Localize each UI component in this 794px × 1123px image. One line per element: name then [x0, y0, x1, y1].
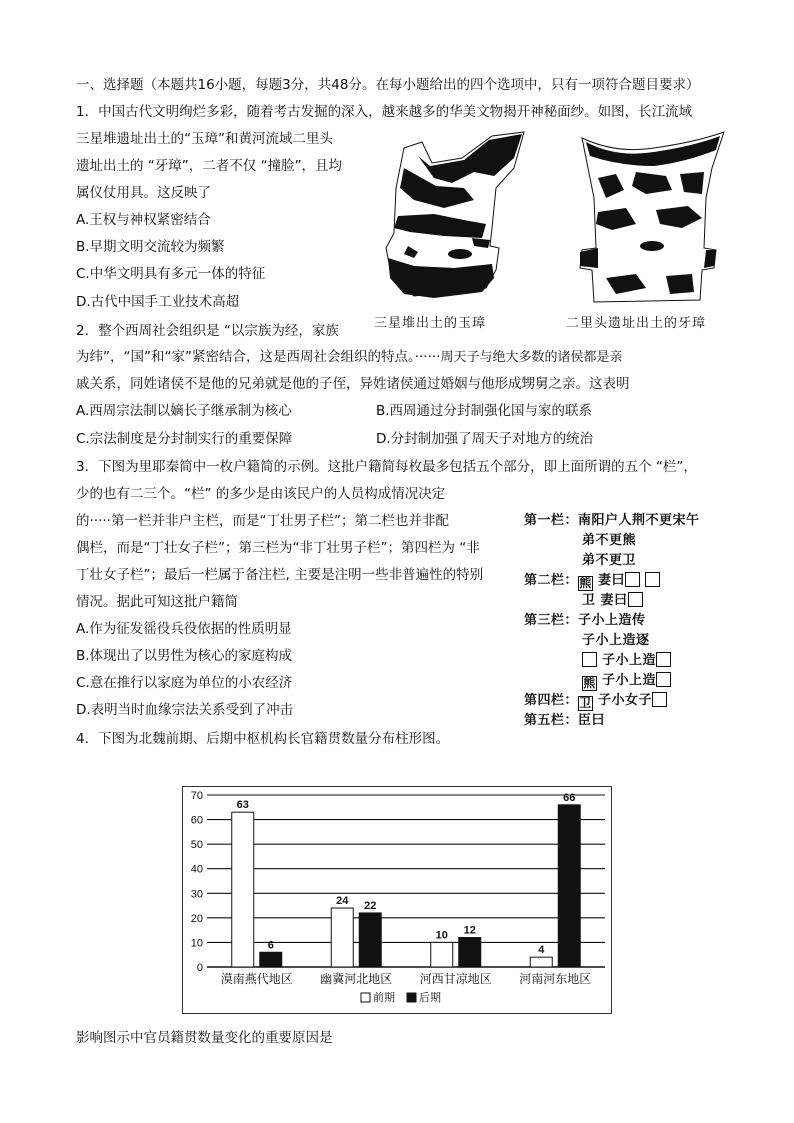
- bar-late: [459, 938, 481, 967]
- blank-box: [582, 652, 597, 667]
- yuzhang-caption: 三星堆出土的玉璋: [374, 316, 487, 331]
- q3-line-4: 偶栏，而是“丁壮女子栏”；第三栏为“非丁壮男子栏”；第四栏为 “非: [76, 540, 480, 556]
- q2-line-2a: 为纬”，“国”和“家”紧密结合，这是西周社会组织的特点。······: [76, 349, 441, 365]
- slip-col3-text: 子小上造传: [578, 613, 646, 628]
- bar-chart-svg: [183, 787, 611, 1013]
- legend-swatch: [361, 993, 370, 1002]
- data-label: 22: [364, 899, 377, 912]
- q1-option-c[interactable]: C.中华文明具有多元一体的特征: [76, 266, 266, 282]
- q1-line-4: 属仪仗用具。这反映了: [76, 185, 211, 201]
- q4-line: 4．下图为北魏前期、后期中枢机构长官籍贯数量分布柱形图。: [76, 731, 450, 747]
- y-tick-label: 70: [190, 790, 203, 802]
- q2-line-3: 戚关系，同姓诸侯不是他的兄弟就是他的子侄，异姓诸侯通过婚姻与他形成甥舅之亲。这表明: [76, 376, 630, 392]
- q2-option-d[interactable]: D.分封制加强了周天子对地方的统治: [376, 431, 594, 447]
- bar-early: [431, 942, 453, 967]
- slip-name-box: 熊: [579, 576, 592, 590]
- slip-col5-text: 臣曰: [578, 713, 606, 728]
- category-label: 幽冀河北地区: [320, 972, 393, 986]
- data-label: 24: [336, 895, 349, 908]
- q3-line-3: 的·····第一栏并非户主栏，而是“丁壮男子栏”；第二栏也并非配: [76, 513, 449, 529]
- y-tick-label: 40: [190, 863, 203, 876]
- slip-col2-text: 妻曰: [598, 573, 626, 588]
- data-label: 10: [435, 929, 448, 942]
- category-label: 河西甘凉地区: [419, 972, 492, 986]
- y-tick-label: 50: [190, 839, 203, 852]
- yuzhang-artifact-image: [374, 128, 536, 300]
- blank-box: [625, 572, 640, 587]
- slip-col1-b: 弟不更熊: [582, 533, 637, 548]
- slip-col2-label: 第二栏：: [524, 573, 579, 588]
- q2-option-a[interactable]: A.西周宗法制以嫡长子继承制为核心: [76, 403, 292, 419]
- q4-after-text: 影响图示中官员籍贯数量变化的重要原因是: [76, 1030, 333, 1046]
- q3-line-2: 少的也有二三个。“栏” 的多少是由该民户的人员构成情况决定: [76, 486, 446, 502]
- q1-line-1: 1．中国古代文明绚烂多彩，随着考古发掘的深入，越来越多的华美文物揭开神秘面纱。如图，长江流域: [76, 104, 693, 120]
- data-label: 63: [236, 799, 249, 812]
- slip-col4-label: 第四栏：: [524, 693, 579, 708]
- q3-line-6: 情况。据此可知这批户籍简: [76, 594, 238, 610]
- slip-col5-label: 第五栏：: [524, 713, 579, 728]
- blank-box: [656, 652, 671, 667]
- y-tick-label: 20: [190, 912, 203, 925]
- slip-col1-label: 第一栏：: [524, 513, 579, 528]
- bar-chart: [182, 786, 612, 1014]
- q1-line-3: 遗址出土的 “牙璋”，二者不仅 “撞脸”，且均: [76, 158, 343, 174]
- bar-late: [359, 913, 381, 967]
- slip-col1-c: 弟不更卫: [582, 553, 637, 568]
- q3-option-c[interactable]: C.意在推行以家庭为单位的小农经济: [76, 675, 293, 691]
- slip-col4-text: 子小女子: [598, 693, 653, 708]
- category-label: 河南河东地区: [519, 972, 592, 986]
- bar-early: [232, 812, 254, 967]
- bar-early: [331, 908, 353, 967]
- q3-line-5: 丁壮女子栏”；最后一栏属于备注栏, 主要是注明一些非普遍性的特别: [76, 567, 484, 583]
- q3-option-d[interactable]: D.表明当时血缘宗法关系受到了冲击: [76, 702, 294, 718]
- q1-option-d[interactable]: D.古代中国手工业技术高超: [76, 294, 240, 310]
- blank-box: [652, 692, 667, 707]
- y-tick-label: 30: [190, 888, 203, 901]
- y-tick-label: 10: [190, 937, 203, 950]
- data-label: 12: [463, 924, 476, 937]
- data-label: 6: [267, 939, 274, 952]
- q3-option-b[interactable]: B.体现出了以男性为核心的家庭构成: [76, 648, 293, 664]
- bar-late: [260, 952, 282, 967]
- bar-late: [558, 805, 580, 967]
- slip-name-box: 卫: [579, 696, 592, 710]
- blank-box: [645, 572, 660, 587]
- yazhang-caption: 二里头遗址出土的牙璋: [566, 316, 707, 331]
- slip-col2-b: 卫 妻曰: [582, 593, 628, 608]
- slip-col1-text: 南阳户人荆不更宋午: [578, 513, 700, 528]
- blank-box: [656, 672, 671, 687]
- section-heading: 一、选择题（本题共16小题，每题3分，共48分。在每小题给出的四个选项中，只有一项符合题目要求）: [76, 77, 700, 93]
- slip-col3-b: 子小上造逐: [582, 633, 650, 648]
- q1-option-b[interactable]: B.早期文明交流较为频繁: [76, 239, 225, 255]
- q3-option-a[interactable]: A.作为征发徭役兵役依据的性质明显: [76, 621, 292, 637]
- q2-option-b[interactable]: B.西周通过分封制强化国与家的联系: [376, 403, 593, 419]
- q1-option-a[interactable]: A.王权与神权紧密结合: [76, 212, 211, 228]
- y-tick-label: 0: [196, 962, 203, 974]
- q2-line-1: 2．整个西周社会组织是 “以宗族为经，家族: [76, 323, 339, 339]
- slip-col3-c: 子小上造: [602, 653, 657, 668]
- legend-label: 前期: [373, 991, 395, 1004]
- category-label: 漠南燕代地区: [220, 972, 293, 986]
- slip-col3-label: 第三栏：: [524, 613, 579, 628]
- data-label: 66: [563, 791, 576, 804]
- legend-swatch: [407, 993, 416, 1002]
- q3-line-1: 3．下图为里耶秦简中一枚户籍简的示例。这批户籍简每枚最多包括五个部分，即上面所谓的五个 “栏”，: [76, 459, 697, 475]
- q2-line-2: [76, 346, 622, 369]
- blank-box: [628, 592, 643, 607]
- q2-option-c[interactable]: C.宗法制度是分封制实行的重要保障: [76, 431, 293, 447]
- slip-name-box: 熊: [583, 676, 596, 690]
- bar-early: [530, 957, 552, 967]
- data-label: 4: [538, 944, 545, 957]
- y-tick-label: 60: [190, 814, 203, 827]
- q2-line-2b: 周天子与绝大多数的诸侯都是亲: [440, 350, 623, 365]
- slip-col3-d: 子小上造: [602, 673, 657, 688]
- q1-line-2: 三星堆遗址出土的“玉璋”和黄河流域二里头: [76, 131, 333, 147]
- legend-label: 后期: [419, 991, 441, 1004]
- yazhang-artifact-image: [576, 128, 732, 304]
